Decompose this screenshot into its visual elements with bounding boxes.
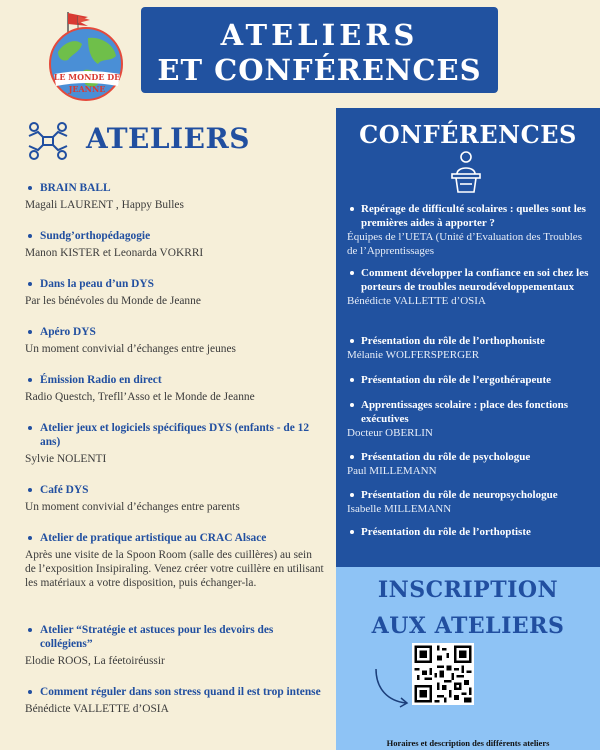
inscription-caption: Horaires et description des différents ateliers [386, 738, 550, 748]
atelier-title: Atelier “Stratégie et astuces pour les devoirs des collégiens” [25, 623, 325, 651]
conference-desc: Isabelle MILLEMANN [347, 503, 452, 515]
conference-item [347, 266, 595, 308]
conference-title: Comment développer la confiance en soi chez les porteurs de troubles neurodéveloppementaux [347, 266, 595, 294]
atelier-item [25, 229, 325, 260]
svg-text:LE MONDE DE: LE MONDE DE [53, 72, 121, 82]
conference-item [347, 488, 595, 516]
atelier-desc: Bénédicte VALLETTE d’OSIA [25, 703, 169, 715]
le-monde-de-jeanne-logo [44, 8, 128, 104]
atelier-item [25, 623, 325, 668]
atelier-item [25, 277, 325, 308]
ateliers-heading-label: ATELIERS [86, 122, 250, 155]
conference-title: Présentation du rôle de l’ergothérapeute [347, 373, 595, 387]
atelier-title: Émission Radio en direct [25, 373, 325, 387]
atelier-desc: Un moment convivial d’échanges entre parents [25, 501, 240, 513]
title-line-1: ATELIERS [220, 18, 419, 52]
svg-text:JEANNE: JEANNE [68, 84, 106, 94]
atelier-desc: Par les bénévoles du Monde de Jeanne [25, 295, 201, 307]
conferences-heading: CONFÉRENCES [359, 120, 577, 149]
atelier-desc: Manon KISTER et Leonarda VOKRRI [25, 247, 204, 259]
conference-title: Présentation du rôle de l’orthoptiste [347, 525, 595, 539]
atelier-title: BRAIN BALL [25, 181, 325, 195]
inscription-panel [336, 567, 600, 750]
conference-item [347, 334, 595, 362]
atelier-title: Sundg’orthopédagogie [25, 229, 325, 243]
conferences-panel [336, 108, 600, 567]
inscription-title-2: AUX ATELIERS [371, 613, 565, 639]
conference-desc: Docteur OBERLIN [347, 427, 433, 439]
atelier-title: Café DYS [25, 483, 325, 497]
atelier-desc: Elodie ROOS, La féetoiréussir [25, 655, 165, 667]
atelier-desc: Sylvie NOLENTI [25, 453, 107, 465]
atelier-item [25, 181, 325, 212]
atelier-item [25, 373, 325, 404]
conference-item [347, 202, 595, 258]
atelier-desc: Magali LAURENT , Happy Bulles [25, 199, 184, 211]
atelier-desc: Un moment convivial d’échanges entre jeunes [25, 343, 236, 355]
conference-item [347, 398, 595, 440]
atelier-desc: Après une visite de la Spoon Room (salle des cuillères) au sein de l’exposition Insipiraling. Venez créer votre cuillère en utilisant les matériaux a votre disposition, puis échanger-la. [25, 549, 324, 589]
conference-desc: Bénédicte VALLETTE d’OSIA [347, 295, 486, 307]
atelier-item [25, 421, 325, 466]
conference-desc: Paul MILLEMANN [347, 465, 437, 477]
atelier-item [25, 531, 325, 590]
atelier-title: Atelier jeux et logiciels spécifiques DYS (enfants - de 12 ans) [25, 421, 325, 449]
curved-arrow-icon [370, 665, 416, 711]
conference-title: Présentation du rôle de neuropsychologue [347, 488, 595, 502]
atelier-title: Apéro DYS [25, 325, 325, 339]
conference-title: Apprentissages scolaire : place des fonctions exécutives [347, 398, 595, 426]
speaker-podium-icon [446, 150, 486, 194]
qr-code[interactable] [412, 643, 474, 705]
atelier-title: Dans la peau d’un DYS [25, 277, 325, 291]
conference-title: Présentation du rôle de psychologue [347, 450, 595, 464]
page-title [141, 7, 498, 93]
conference-title: Présentation du rôle de l’orthophoniste [347, 334, 595, 348]
conference-item [347, 525, 595, 539]
atelier-desc: Radio Questch, Trefll’Asso et le Monde de Jeanne [25, 391, 255, 403]
atelier-item [25, 685, 325, 716]
conference-desc: Mélanie WOLFERSPERGER [347, 349, 480, 361]
conference-desc: Équipes de l’UETA (Unité d’Evaluation des Troubles de l’Apprentissages [347, 231, 582, 257]
conference-item [347, 373, 595, 387]
atelier-item [25, 483, 325, 514]
conference-item [347, 450, 595, 478]
inscription-title-1: INSCRIPTION [377, 577, 559, 603]
atelier-title: Atelier de pratique artistique au CRAC Alsace [25, 531, 325, 545]
people-group-icon [26, 120, 70, 162]
title-line-2: ET CONFÉRENCES [157, 53, 482, 87]
conference-title: Repérage de difficulté scolaires : quelles sont les premières aides à apporter ? [347, 202, 595, 230]
atelier-title: Comment réguler dans son stress quand il est trop intense [25, 685, 325, 699]
atelier-item [25, 325, 325, 356]
